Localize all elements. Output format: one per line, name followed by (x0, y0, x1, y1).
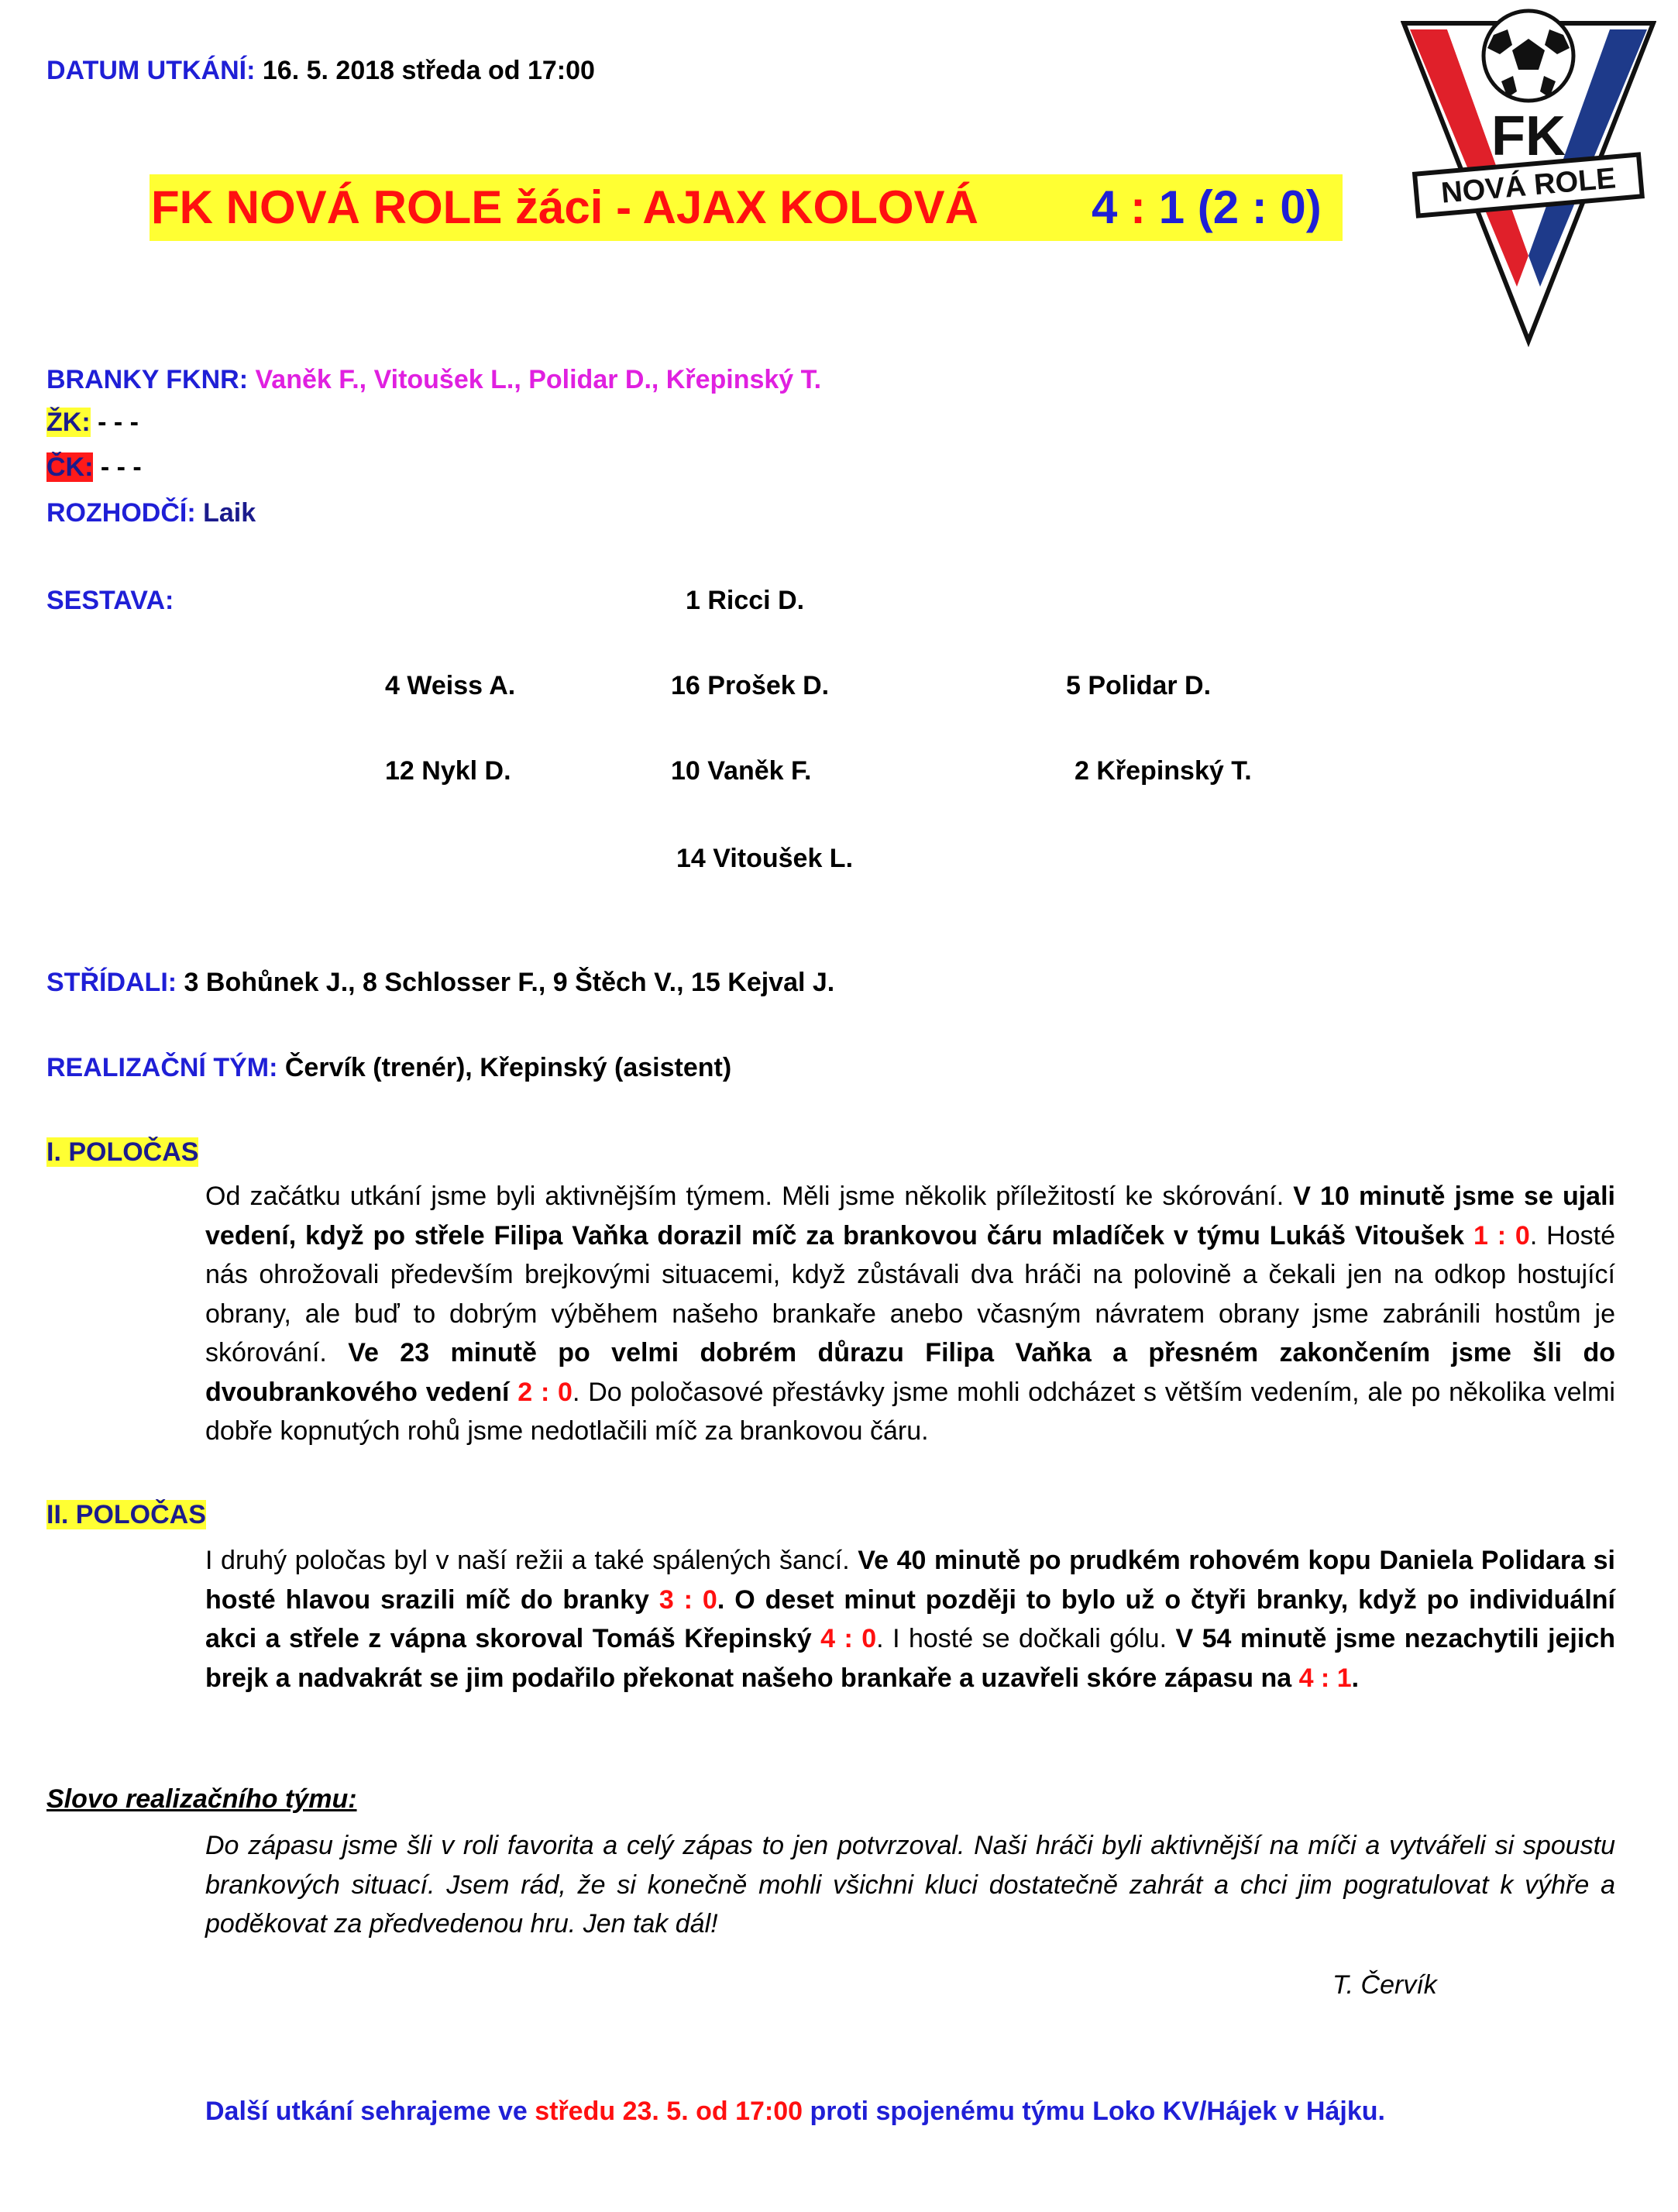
lineup-player: 16 Prošek D. (671, 671, 830, 700)
subs-value: 3 Bohůnek J., 8 Schlosser F., 9 Štěch V., 15 Kejval J. (184, 968, 835, 997)
lineup-player: 12 Nykl D. (385, 756, 511, 786)
match-date-value: 16. 5. 2018 středa od 17:00 (262, 56, 595, 85)
lineup-goalkeeper: 1 Ricci D. (686, 586, 805, 615)
report-score: 2 : 0 (517, 1377, 573, 1407)
score-separator: : (1130, 181, 1147, 233)
red-cards-line (46, 448, 142, 487)
second-half-label: II. POLOČAS (46, 1500, 206, 1529)
lineup-player: 5 Polidar D. (1066, 671, 1212, 700)
report-text: . Hosté nás ohrožovali především brejkovými situacemi, když zůstávali dva hráči na polovině a čekali jen na odkop hostující obrany, ale buď to dobrým výběhem našeho brankaře anebo včasným návratem obrany jsme zabránili hostům je skórování. (205, 1220, 1615, 1367)
next-match-date: středu 23. 5. od 17:00 (535, 2097, 803, 2126)
signature: T. Červík (1332, 1970, 1437, 2000)
referee-line (46, 494, 256, 532)
report-highlight: V 54 minutě jsme nezachytili jejich brejk a nadvakrát se jim podařilo překonat našeho brankaře a uzavřeli skóre zápasu na (205, 1624, 1615, 1693)
match-date-label: DATUM UTKÁNÍ: (46, 56, 256, 85)
staff-value: Červík (trenér), Křepinský (asistent) (284, 1053, 732, 1082)
goals-value: Vaněk F., Vitoušek L., Polidar D., Křepinský T. (255, 365, 822, 394)
referee-label: ROZHODČÍ: (46, 498, 196, 528)
report-highlight: V 10 minutě jsme se ujali vedení, když po střele Filipa Vaňka dorazil míč za brankovou čáru mladíček v týmu Lukáš Vitoušek (205, 1182, 1615, 1250)
match-date (46, 56, 595, 86)
report-score: 4 : 1 (1298, 1663, 1352, 1693)
staff-label: REALIZAČNÍ TÝM: (46, 1053, 278, 1082)
subs-line (46, 963, 834, 1002)
report-text: I druhý poločas byl v naší režii a také spálených šancí. (205, 1546, 858, 1575)
first-half-heading (46, 1133, 198, 1171)
report-highlight: Ve 23 minutě po velmi dobrém důrazu Filipa Vaňka a přesném zakončením jsme šli do dvoubrankového vedení (205, 1338, 1615, 1407)
match-teams: FK NOVÁ ROLE žáci - AJAX KOLOVÁ (151, 181, 978, 233)
match-score (1092, 174, 1322, 241)
referee-value: Laik (203, 498, 256, 528)
report-score: 1 : 0 (1473, 1220, 1530, 1250)
next-match-opponent: proti spojenému týmu Loko KV/Hájek v Hájku. (803, 2097, 1385, 2126)
first-half-label: I. POLOČAS (46, 1137, 199, 1167)
report-score: 4 : 0 (820, 1624, 877, 1653)
second-half-report (205, 1541, 1615, 1698)
yellow-cards-line (46, 403, 139, 442)
logo-club-name: NOVÁ ROLE (1439, 162, 1618, 210)
lineup-label: SESTAVA: (46, 586, 174, 615)
report-text: . (1351, 1663, 1360, 1693)
second-half-heading (46, 1495, 206, 1534)
lineup-player: 4 Weiss A. (385, 671, 516, 700)
red-cards-label: ČK: (46, 452, 94, 482)
staff-word-heading: Slovo realizačního týmu: (46, 1784, 357, 1814)
red-cards-value: - - - (100, 452, 142, 482)
yellow-cards-value: - - - (98, 408, 139, 437)
next-match (205, 2092, 1385, 2131)
staff-word-text: Do zápasu jsme šli v roli favorita a celý zápas to jen potvrzoval. Naši hráči byli aktivnější na míči a vytvářeli si spoustu brankových situací. Jsem rád, že si konečně mohli všichni kluci dostatečně zahrát a chci jim pogratulovat k výhře a poděkovat za předvedenou hru. Jen tak dál! (205, 1831, 1615, 1939)
first-half-report (205, 1177, 1615, 1451)
lineup-forward: 14 Vitoušek L. (676, 844, 854, 873)
lineup-player: 2 Křepinský T. (1075, 756, 1252, 786)
report-text: . Do poločasové přestávky jsme mohli odcházet s větším vedením, ale po několika velmi dobře kopnutých rohů jsme nedotlačili míč za brankovou čáru. (205, 1377, 1615, 1446)
report-text: Od začátku utkání jsme byli aktivnějším týmem. Měli jsme několik příležitostí ke skórování. (205, 1182, 1294, 1211)
report-text: . I hosté se dočkali gólu. (876, 1624, 1176, 1653)
logo-letters: FK (1491, 105, 1566, 167)
report-highlight: . O deset minut později to bylo už o čtyři branky, když po individuální akci a střele z vápna skoroval Tomáš Křepinský (205, 1584, 1615, 1653)
report-score: 3 : 0 (658, 1584, 717, 1615)
club-logo (1401, 0, 1656, 347)
next-match-text: Další utkání sehrajeme ve (205, 2097, 535, 2126)
half-time-score: (2 : 0) (1197, 181, 1322, 233)
score-home: 4 (1092, 181, 1118, 233)
score-away: 1 (1158, 181, 1185, 233)
lineup-player: 10 Vaněk F. (671, 756, 812, 786)
report-highlight: Ve 40 minutě po prudkém rohovém kopu Daniela Polidara si hosté hlavou srazili míč do branky (205, 1546, 1615, 1615)
staff-line (46, 1048, 731, 1087)
subs-label: STŘÍDALI: (46, 968, 177, 997)
match-title (150, 174, 1343, 241)
goals-label: BRANKY FKNR: (46, 365, 249, 394)
goals-line (46, 360, 821, 399)
soccer-ball-icon (1484, 11, 1573, 101)
yellow-cards-label: ŽK: (46, 408, 91, 437)
